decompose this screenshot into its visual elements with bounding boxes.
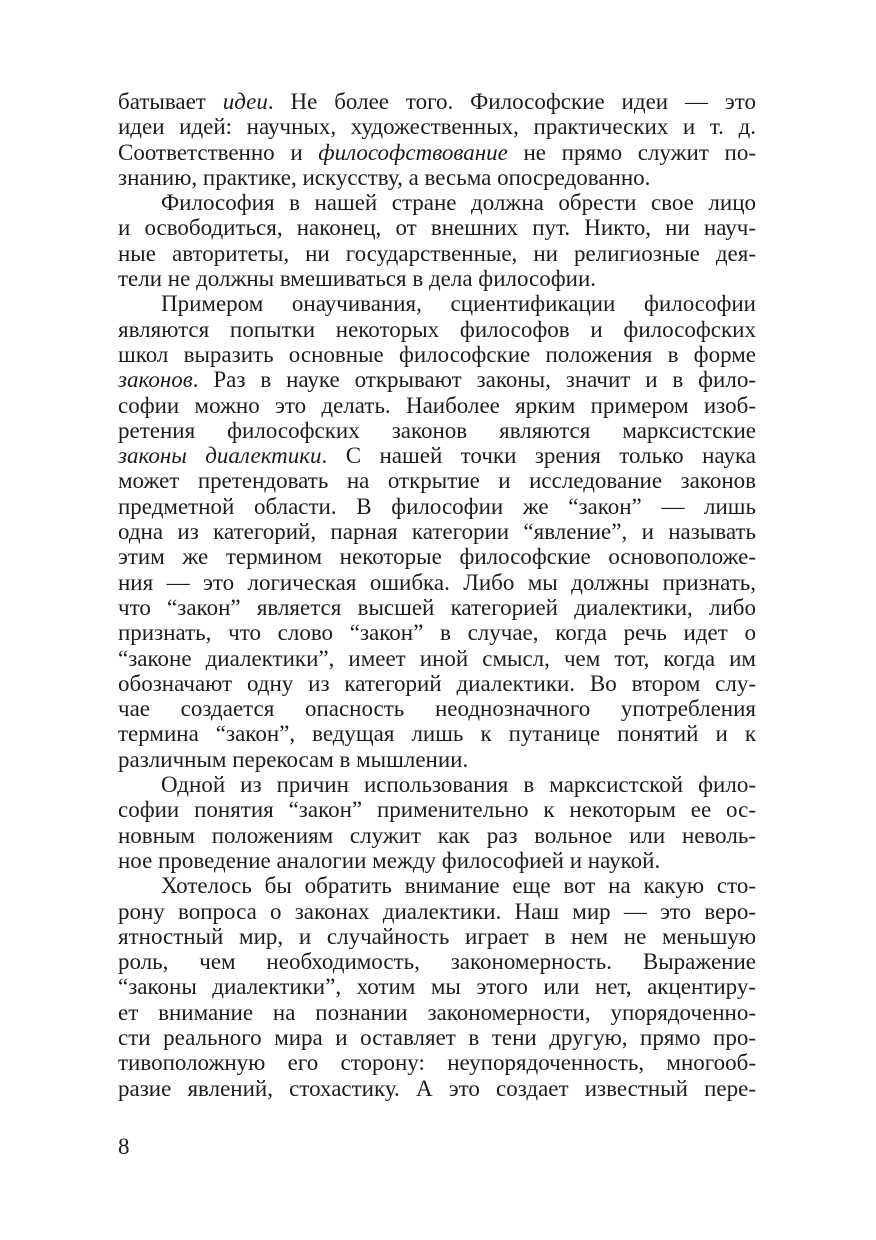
- text-line: знанию, практике, искусству, а весьма опосредованно.: [118, 164, 651, 190]
- text-line: признать, что слово “закон” в случае, когда речь идет о: [118, 620, 756, 646]
- text-line: Одной из причин использования в марксистской фило-: [161, 772, 756, 798]
- text-line: термина “закон”, ведущая лишь к путанице понятий и к: [118, 721, 756, 747]
- text-line: новным положениям служит как раз вольное или неволь-: [118, 822, 756, 848]
- text-line: тивоположную его сторону: неупорядоченность, многооб-: [118, 1050, 756, 1076]
- text-line: софии понятия “закон” применительно к некоторым ее ос-: [118, 797, 756, 823]
- text-line: рону вопроса о законах диалектики. Наш мир — это веро-: [118, 898, 756, 924]
- text-line: сти реального мира и оставляет в тени другую, прямо про-: [118, 1024, 756, 1050]
- text-line: ное проведение аналогии между философией и наукой.: [118, 847, 661, 873]
- text-line: разие явлений, стохастику. А это создает известный пере-: [118, 1075, 756, 1101]
- text-line: батывает идеи. Не более того. Философские идеи — это: [118, 89, 756, 114]
- text-line: ретения философских законов являются марксистские: [118, 417, 756, 443]
- text-line: Хотелось бы обратить внимание еще вот на какую сто-: [161, 873, 756, 899]
- emphasis: идеи: [222, 89, 268, 114]
- text-line: ет внимание на познании закономерности, упорядоченно-: [118, 999, 756, 1025]
- text-line: ные авторитеты, ни государственные, ни религиозные дея-: [118, 240, 756, 266]
- text-line: ния — это логическая ошибка. Либо мы должны признать,: [118, 569, 756, 595]
- text-line: законов. Раз в науке открывают законы, значит и в фило-: [118, 367, 756, 393]
- paragraph: [118, 89, 756, 190]
- text-line: этим же термином некоторые философские основоположе-: [118, 544, 756, 570]
- text-line: школ выразить основные философские положения в форме: [118, 341, 756, 367]
- paragraph: [118, 873, 756, 1101]
- text-line: ятностный мир, и случайность играет в нем не меньшую: [118, 923, 756, 949]
- text-line: “законы диалектики”, хотим мы этого или нет, акцентиру-: [118, 974, 756, 1000]
- text-line: тели не должны вмешиваться в дела философии.: [118, 266, 597, 292]
- paragraph: [118, 190, 756, 291]
- text-line: предметной области. В философии же “закон” — лишь: [118, 493, 756, 519]
- text-line: Философия в нашей стране должна обрести свое лицо: [161, 190, 756, 216]
- text-line: одна из категорий, парная категории “явление”, и называть: [118, 519, 756, 545]
- text-line: и освободиться, наконец, от внешних пут. Никто, ни науч-: [118, 215, 756, 241]
- text-line: идеи идей: научных, художественных, практических и т. д.: [118, 114, 756, 140]
- text-line: чае создается опасность неоднозначного употребления: [118, 696, 756, 722]
- page-number: 8: [118, 1134, 130, 1159]
- text-line: софии можно это делать. Наиболее ярким примером изоб-: [118, 392, 756, 418]
- emphasis: законов: [118, 367, 193, 393]
- text-line: являются попытки некоторых философов и философских: [118, 316, 756, 342]
- emphasis: законы диалектики: [118, 443, 322, 469]
- text-line: “законе диалектики”, имеет иной смысл, чем тот, когда им: [118, 645, 756, 671]
- paragraph: [118, 291, 756, 772]
- body-text: [118, 89, 756, 1101]
- text-line: Соответственно и философствование не прямо служит по-: [118, 139, 756, 165]
- text-line: различным перекосам в мышлении.: [118, 746, 469, 772]
- paragraph: [118, 772, 756, 873]
- text-line: что “закон” является высшей категорией диалектики, либо: [118, 594, 756, 620]
- text-line: обозначают одну из категорий диалектики. Во втором слу-: [118, 670, 756, 696]
- text-line: Примером онаучивания, сциентификации философии: [161, 291, 756, 317]
- emphasis: философствование: [318, 139, 508, 165]
- text-line: может претендовать на открытие и исследование законов: [118, 468, 756, 494]
- text-line: законы диалектики. С нашей точки зрения только наука: [118, 443, 756, 469]
- text-line: роль, чем необходимость, закономерность. Выражение: [118, 949, 756, 975]
